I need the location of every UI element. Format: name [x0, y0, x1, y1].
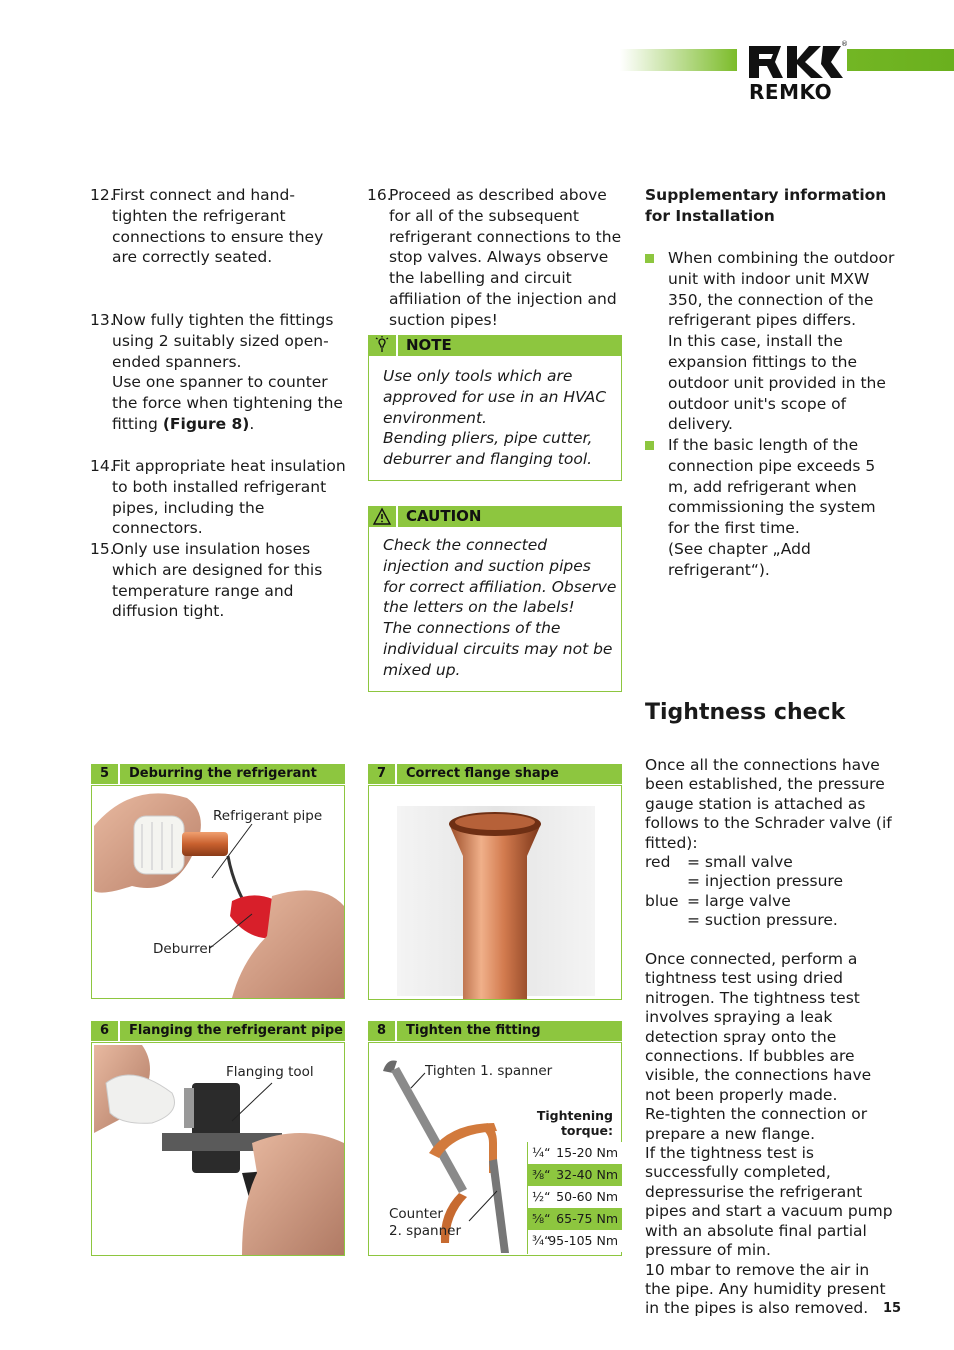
figure-6-header: 6 Flanging the refrigerant pipe: [91, 1021, 345, 1041]
figure-8-header: 8 Tighten the fitting: [368, 1021, 622, 1041]
figure-7-frame: [368, 785, 622, 1000]
tightness-text: Once all the connections have been established, the pressure gauge station is attached as follows to the Schrader valve (if fitted): red = small valve = injection pressure blue = large valve = suction pressure. Once connected, perform a tightness test using dried nitrogen. The tightness test involves spraying a leak detection spray onto the connections. If bubbles are visible, the connections have not been properly made. Re-tighten the connection or prepare a new flange. If the tightness test is successfully completed, depressurise the refrigerant pipes and start a vacuum pump with an absolute final partial pressure of min. 10 mbar to remove the air in the pipe. Any humidity present in the pipes is also removed.: [645, 756, 893, 1318]
torque-row: ¾“ 95-105 Nm: [528, 1230, 622, 1252]
label-counter: Counter: [389, 1206, 443, 1222]
caution-header: CAUTION: [368, 506, 622, 527]
step-16: 16. Proceed as described above for all of the subsequent refrigerant connections to the stop valves. Always observe the labelling and circuit affiliation of the injection and suction pipes!: [367, 186, 622, 329]
caution-box: Check the connected injection and suction pipes for correct affiliation. Observe the letters on the labels! The connections of the individual circuits may not be mixed up.: [368, 527, 622, 692]
warning-icon: [368, 506, 398, 527]
label-flanging-tool: Flanging tool: [226, 1064, 314, 1080]
supplementary-title: Supplementary information for Installation: [645, 186, 887, 225]
label-tighten-spanner: Tighten 1. spanner: [425, 1063, 553, 1079]
note-header: NOTE: [368, 335, 622, 356]
step-13: 13. Now fully tighten the fittings using 2 suitably sized open-ended spanners. Use one spanner to counter the force when tightening the fitting (Figure 8).: [90, 311, 343, 433]
section-title: Tightness check: [645, 700, 846, 725]
torque-row: ⅝“ 65-75 Nm: [528, 1208, 622, 1230]
bullet-icon: [645, 441, 654, 450]
label-counter-spanner: 2. spanner: [389, 1223, 462, 1239]
brand-wordmark: REMKO: [749, 80, 833, 104]
torque-title: Tightening torque:: [536, 1108, 613, 1138]
torque-row: ¼“ 15-20 Nm: [528, 1142, 622, 1164]
figure-7-header: 7 Correct flange shape: [368, 764, 622, 784]
step-15: 15. Only use insulation hoses which are designed for this temperature range and diffusion tight.: [90, 540, 323, 621]
label-deburrer: Deburrer: [153, 941, 214, 957]
page-number: 15: [883, 1301, 902, 1316]
step-14: 14. Fit appropriate heat insulation to both installed refrigerant pipes, including the connectors.: [90, 457, 346, 538]
figure-5-header: 5 Deburring the refrigerant: [91, 764, 345, 784]
supp-bullet-2: If the basic length of the connection pipe exceeds 5 m, add refrigerant when commissioning the system for the first time. (See chapter „Add refrigerant“).: [668, 436, 876, 579]
supp-bullet-1: When combining the outdoor unit with indoor unit MXW 350, the connection of the refrigerant pipes differs. In this case, install the expansion fittings to the outdoor unit provided in the outdoor unit's scope of delivery.: [668, 249, 895, 434]
figure-6-frame: [91, 1042, 345, 1256]
label-refrigerant-pipe: Refrigerant pipe: [213, 808, 323, 824]
torque-table: [527, 1142, 622, 1254]
figure-8-frame: [368, 1042, 622, 1256]
lightbulb-icon: [368, 335, 398, 356]
note-box: Use only tools which are approved for use in an HVAC environment. Bending pliers, pipe cutter, deburrer and flanging tool.: [368, 356, 622, 481]
torque-row: ½“ 50-60 Nm: [528, 1186, 622, 1208]
brand-logo: ®: [737, 40, 847, 104]
figure-5-frame: [91, 785, 345, 999]
flanged-pipe-photo: [369, 786, 621, 999]
step-12: 12. First connect and hand-tighten the refrigerant connections to ensure they are correctly seated.: [90, 186, 324, 267]
torque-row: ⅜“ 32-40 Nm: [528, 1164, 622, 1186]
bullet-icon: [645, 254, 654, 263]
